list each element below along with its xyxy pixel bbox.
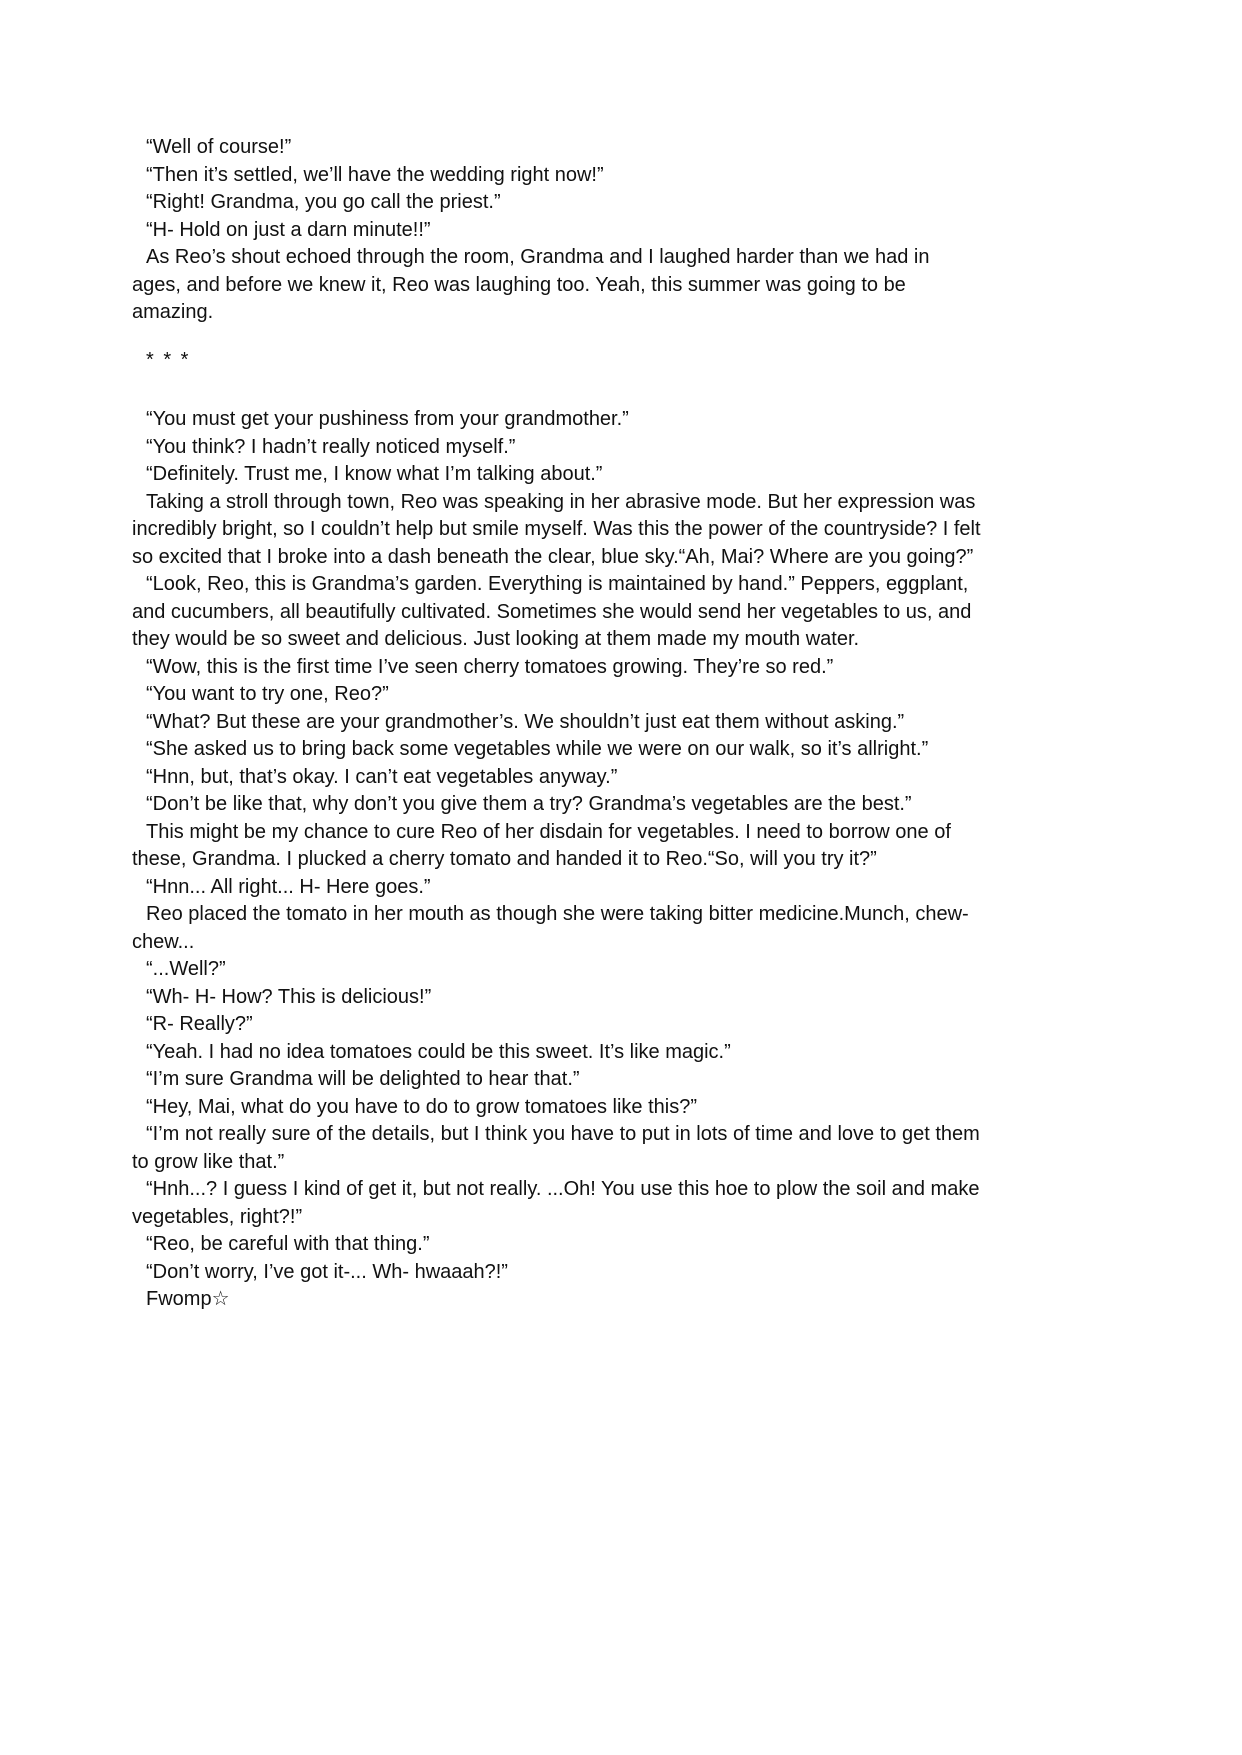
paragraph: “R- Really?” (146, 1013, 253, 1035)
paragraph: “I’m sure Grandma will be delighted to hear that.” (146, 1068, 580, 1090)
paragraph: “You think? I hadn’t really noticed myself.” (146, 435, 516, 458)
paragraph: “Hey, Mai, what do you have to do to grow tomatoes like this?” (146, 1095, 698, 1118)
paragraph: “Definitely. Trust me, I know what I’m talking about.” (146, 463, 603, 485)
paragraph: “Hnh...? I guess I kind of get it, but not really. ...Oh! You use this hoe to plow the soil and make vegetables, right?!” (132, 1178, 980, 1228)
paragraph: “Well of course!” (146, 136, 292, 158)
paragraph: “What? But these are your grandmother’s. We shouldn’t just eat them without asking.” (146, 710, 905, 733)
paragraph: “Yeah. I had no idea tomatoes could be this sweet. It’s like magic.” (146, 1040, 731, 1063)
paragraph: “Hnn... All right... H- Here goes.” (146, 875, 431, 898)
scene-separator: * * * (146, 348, 191, 371)
paragraph: “You must get your pushiness from your grandmother.” (146, 408, 629, 430)
paragraph: “I’m not really sure of the details, but I think you have to put in lots of time and love to get them to grow like that.” (132, 1123, 980, 1173)
paragraph: “Then it’s settled, we’ll have the wedding right now!” (146, 163, 604, 186)
document-page (132, 134, 982, 1314)
paragraph: “Don’t worry, I’ve got it-... Wh- hwaaah?!” (146, 1260, 508, 1283)
paragraph: “Hnn, but, that’s okay. I can’t eat vegetables anyway.” (146, 765, 618, 788)
section-bottom (132, 406, 982, 1314)
paragraph: Reo placed the tomato in her mouth as though she were taking bitter medicine.Munch, chew-chew... (132, 903, 969, 953)
paragraph: “She asked us to bring back some vegetables while we were on our walk, so it’s allright.” (146, 738, 929, 760)
paragraph: Fwomp☆ (146, 1288, 230, 1310)
paragraph: “Wow, this is the first time I’ve seen cherry tomatoes growing. They’re so red.” (146, 655, 834, 678)
paragraph: “Right! Grandma, you go call the priest.” (146, 191, 501, 213)
paragraph: “H- Hold on just a darn minute!!” (146, 218, 431, 241)
paragraph: As Reo’s shout echoed through the room, Grandma and I laughed harder than we had in ages, and before we knew it, Reo was laughing too. Yeah, this summer was going to be amazing. (132, 246, 930, 323)
paragraph: Taking a stroll through town, Reo was speaking in her abrasive mode. But her expression was incredibly bright, so I couldn’t help but smile myself. Was this the power of the countryside? I felt so excited that I broke into a dash beneath the clear, blue sky.“Ah, Mai? Where are you going?” (132, 490, 981, 568)
paragraph: “...Well?” (146, 958, 226, 980)
paragraph: “Wh- H- How? This is delicious!” (146, 985, 432, 1008)
paragraph: “Reo, be careful with that thing.” (146, 1233, 430, 1255)
paragraph: “Look, Reo, this is Grandma’s garden. Everything is maintained by hand.” Peppers, eggplant, and cucumbers, all beautifully cultivated. Sometimes she would send her vegetables to us, and they would be so sweet and delicious. Just looking at them made my mouth water. (132, 573, 972, 650)
paragraph: “Don’t be like that, why don’t you give them a try? Grandma’s vegetables are the best.” (146, 793, 912, 815)
section-top (132, 134, 982, 327)
paragraph: “You want to try one, Reo?” (146, 683, 389, 705)
paragraph: This might be my chance to cure Reo of her disdain for vegetables. I need to borrow one of these, Grandma. I plucked a cherry tomato and handed it to Reo.“So, will you try it?” (132, 820, 951, 870)
